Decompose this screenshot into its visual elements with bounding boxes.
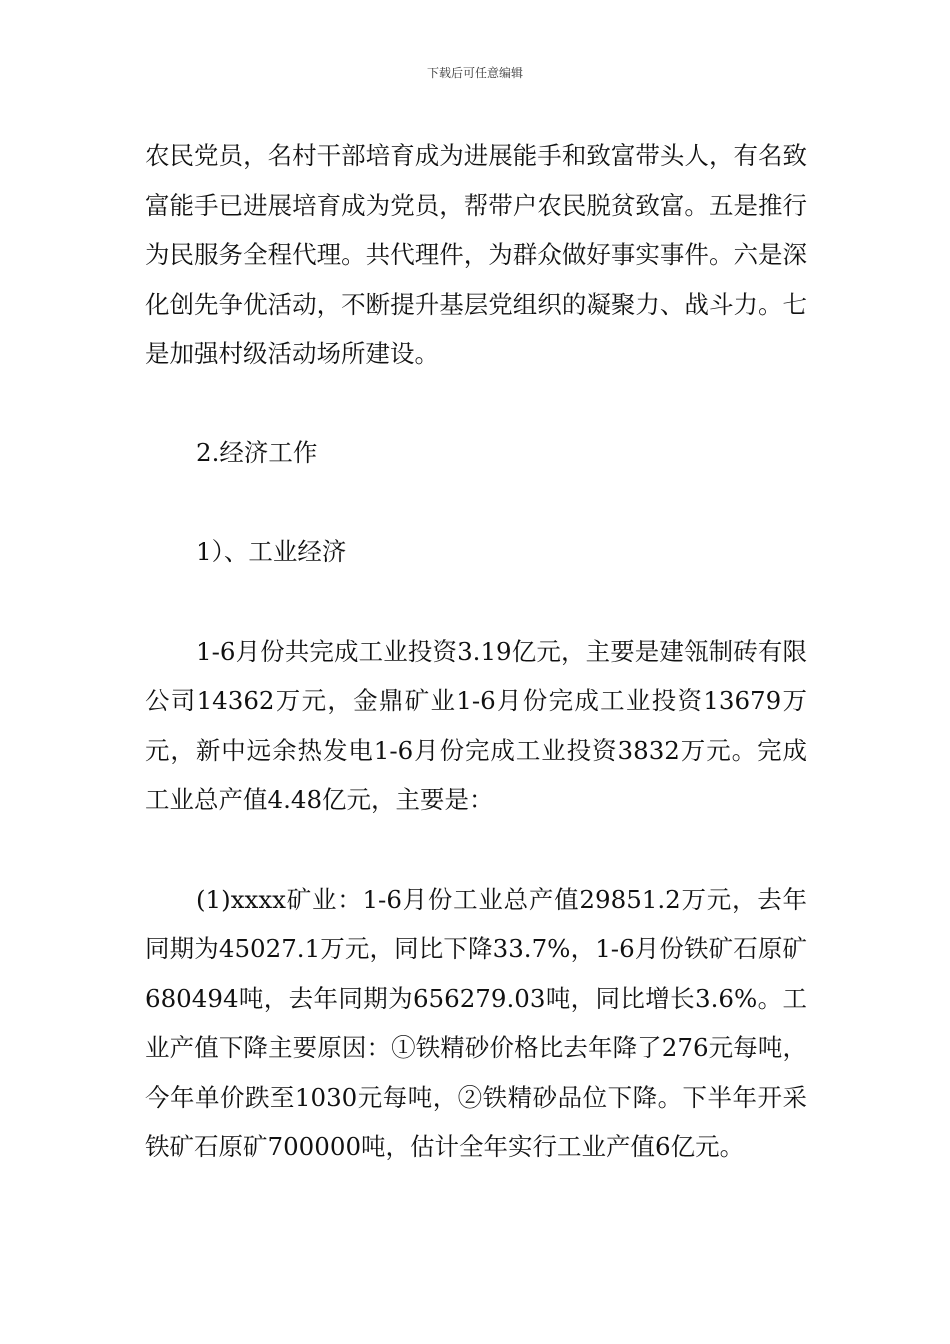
paragraph-mining-output: (1)xxxx矿业：1-6月份工业总产值29851.2万元，去年同期为45027.1万元，同比下降33.7%，1-6月份铁矿石原矿680494吨，去年同期为656279.03吨，同比增长3.6%。工业产值下降主要原因：①铁精砂价格比去年降了276元每吨，今年单价跌至1030元每吨，②铁精砂品位下降。下半年开采铁矿石原矿700000吨，估计全年实行工业产值6亿元。 — [145, 884, 807, 1161]
spacer — [145, 825, 807, 875]
spacer — [145, 379, 807, 428]
page-header-note: 下载后可任意编辑 — [426, 66, 523, 80]
subsection-heading-industrial-economy: 1）、工业经济 — [196, 537, 347, 566]
spacer — [145, 577, 807, 627]
paragraph-industrial-investment: 1-6月份共完成工业投资3.19亿元，主要是建瓴制砖有限公司14362万元，金鼎矿业1-6月份完成工业投资13679万元，新中远余热发电1-6月份完成工业投资3832万元。完成工业总产值4.48亿元，主要是： — [145, 636, 807, 814]
spacer — [145, 477, 807, 527]
section-heading-economic-work: 2.经济工作 — [196, 437, 318, 467]
paragraph-party-work: 农民党员，名村干部培育成为进展能手和致富带头人，有名致富能手已进展培育成为党员，帮带户农民脱贫致富。五是推行为民服务全程代理。共代理件，为群众做好事实事件。六是深化创先争优活动，不断提升基层党组织的凝聚力、战斗力。七是加强村级活动场所建设。 — [145, 141, 807, 368]
document-body — [145, 131, 807, 1172]
